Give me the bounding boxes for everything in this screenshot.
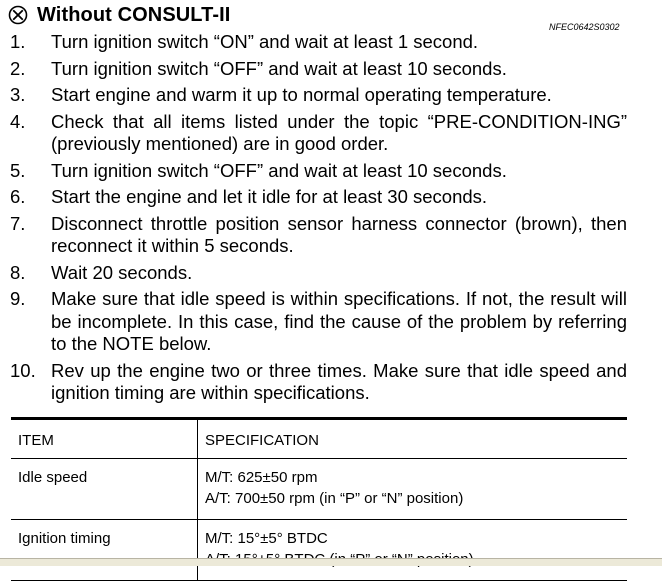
step-8	[0, 262, 662, 285]
step-text: Start engine and warm it up to normal operating temperature.	[51, 84, 552, 105]
step-text: Disconnect throttle position sensor harness connector (brown), then reconnect it within 5 seconds.	[51, 212, 627, 256]
step-text: Make sure that idle speed is within specifications. If not, the result will be incomplete. In this case, find the cause of the problem by referring to the NOTE below.	[51, 288, 627, 354]
step-4	[0, 111, 662, 156]
step-text: Turn ignition switch “OFF” and wait at least 10 seconds.	[51, 159, 507, 181]
circle-x-icon	[8, 5, 28, 25]
procedure-steps	[0, 31, 662, 409]
section-heading	[8, 3, 230, 27]
spec-line-mt: M/T: 625±50 rpm	[205, 469, 318, 486]
spec-line-at: A/T: 700±50 rpm (in “P” or “N” position)	[205, 490, 464, 507]
step-number: 6.	[10, 186, 26, 207]
table-row	[11, 520, 627, 581]
section-title: Without CONSULT-II	[37, 3, 231, 26]
step-text: Start the engine and let it idle for at least 30 seconds.	[51, 186, 488, 207]
step-2	[0, 58, 662, 81]
step-number: 9.	[10, 288, 26, 309]
spec-cell	[198, 459, 628, 520]
step-5	[0, 160, 662, 183]
step-number: 8.	[10, 261, 26, 283]
specification-table	[11, 417, 627, 581]
step-number: 2.	[10, 57, 26, 79]
step-text: Turn ignition switch “ON” and wait at least 1 second.	[51, 31, 479, 52]
step-text: Check that all items listed under the topic “PRE-CONDITION-ING” (previously mentioned) are in good order.	[51, 110, 627, 154]
step-number: 4.	[10, 110, 26, 132]
column-header-item: ITEM	[11, 419, 198, 459]
spec-line-mt: M/T: 15°±5° BTDC	[205, 530, 328, 547]
step-number: 7.	[10, 212, 26, 234]
column-header-specification: SPECIFICATION	[205, 432, 319, 449]
step-number: 5.	[10, 159, 26, 181]
step-3	[0, 84, 662, 107]
step-10	[0, 360, 662, 405]
item-cell: Idle speed	[11, 459, 198, 520]
step-text: Turn ignition switch “OFF” and wait at least 10 seconds.	[51, 57, 507, 79]
step-7	[0, 213, 662, 258]
step-number: 3.	[10, 84, 26, 105]
table-row	[11, 459, 627, 520]
step-text: Rev up the engine two or three times. Make sure that idle speed and ignition timing are within specifications.	[51, 359, 627, 403]
step-9	[0, 288, 662, 356]
table-header-row	[11, 419, 627, 459]
step-1	[0, 31, 662, 54]
item-cell: Ignition timing	[11, 520, 198, 581]
step-number: 1.	[10, 31, 26, 52]
reference-code: NFEC0642S0302	[549, 22, 620, 32]
step-6	[0, 186, 662, 209]
spec-cell	[198, 520, 628, 581]
step-text: Wait 20 seconds.	[51, 261, 193, 283]
step-number: 10.	[10, 359, 36, 381]
